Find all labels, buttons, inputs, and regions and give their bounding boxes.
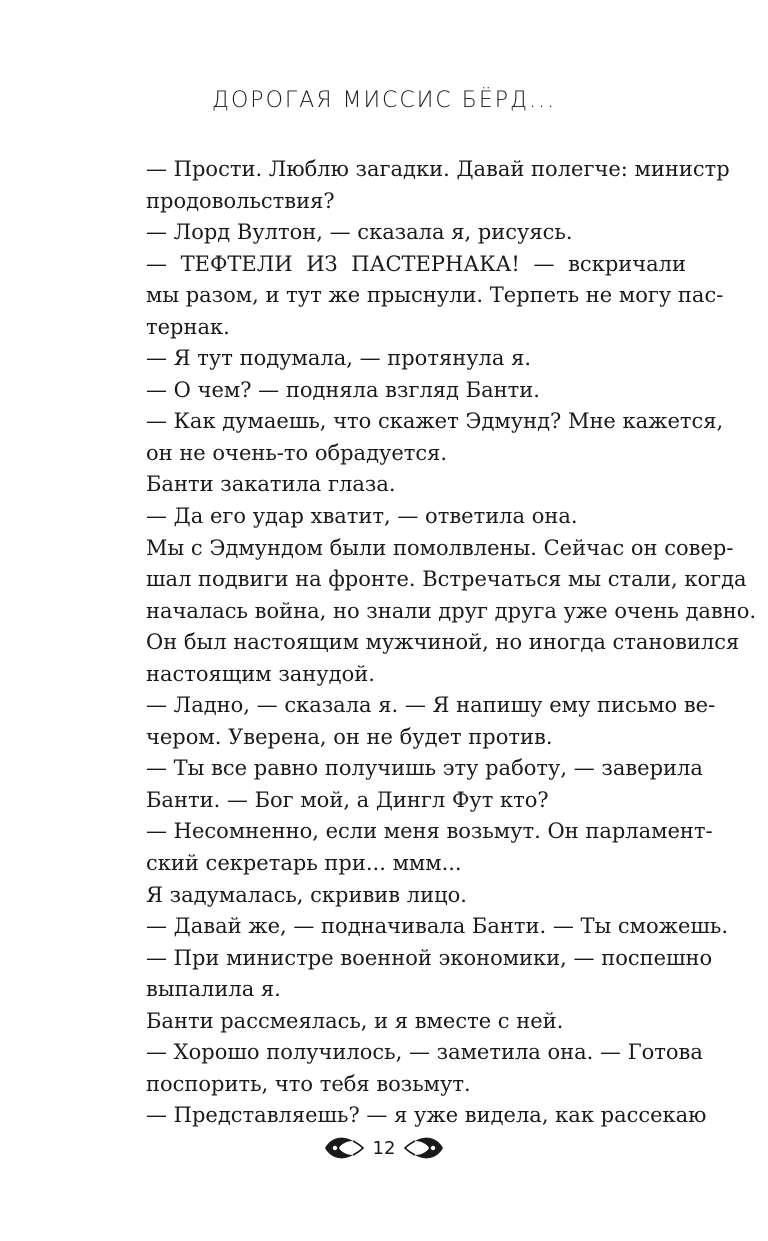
text-line: Мы с Эдмундом были помолвлены. Сейчас он совер-	[146, 535, 734, 560]
text-line: настоящим занудой.	[146, 661, 375, 686]
text-line: он не очень-то обрадуется.	[146, 440, 448, 465]
text-line: Банти рассмеялась, и я вместе с ней.	[146, 1008, 564, 1033]
text-line: Он был настоящим мужчиной, но иногда становился	[146, 630, 740, 655]
text-line: поспорить, что тебя возьмут.	[146, 1071, 471, 1096]
text-line: — Я тут подумала, — протянула я.	[146, 346, 532, 371]
text-line: — Представляешь? — я уже видела, как рассекаю	[146, 1103, 707, 1128]
page-number: 12	[372, 1137, 396, 1159]
text-line: — ТЕФТЕЛИ ИЗ ПАСТЕРНАКА! — вскричали	[146, 251, 686, 276]
page-footer	[0, 1128, 768, 1168]
flourish-right-icon	[403, 1133, 445, 1163]
text-line: Банти. — Бог мой, а Дингл Фут кто?	[146, 787, 549, 812]
text-line: Банти закатила глаза.	[146, 472, 396, 497]
text-line: ский секретарь при... ммм...	[146, 851, 462, 876]
text-line: — Хорошо получилось, — заметила она. — Готова	[146, 1040, 703, 1065]
text-line: шал подвиги на фронте. Встречаться мы стали, когда	[146, 567, 747, 592]
text-line: продовольствия?	[146, 188, 335, 213]
text-line: — Ты все равно получишь эту работу, — заверила	[146, 756, 703, 781]
text-line: — Как думаешь, что скажет Эдмунд? Мне кажется,	[146, 409, 724, 434]
flourish-left-icon	[323, 1133, 365, 1163]
text-line: Я задумалась, скривив лицо.	[146, 882, 467, 907]
body-text	[146, 154, 757, 1132]
text-line: — Давай же, — подначивала Банти. — Ты сможешь.	[146, 914, 729, 939]
running-title: ДОРОГАЯ МИССИС БЁРД...	[211, 88, 557, 113]
text-line: мы разом, и тут же прыснули. Терпеть не могу пас-	[146, 283, 724, 308]
text-line: — При министре военной экономики, — поспешно	[146, 945, 713, 970]
text-line: началась война, но знали друг друга уже очень давно.	[146, 598, 757, 623]
text-line: выпалила я.	[146, 977, 281, 1002]
text-line: — Да его удар хватит, — ответила она.	[146, 504, 578, 529]
text-line: — Прости. Люблю загадки. Давай полегче: министр	[146, 157, 730, 181]
text-line: — Лорд Вултон, — сказала я, рисуясь.	[146, 220, 573, 245]
text-line: тернак.	[146, 314, 230, 339]
text-line: — О чем? — подняла взгляд Банти.	[146, 377, 540, 402]
text-line: чером. Уверена, он не будет против.	[146, 724, 553, 749]
text-line: — Ладно, — сказала я. — Я напишу ему письмо ве-	[146, 693, 716, 718]
text-line: — Несомненно, если меня возьмут. Он парламент-	[146, 819, 713, 844]
